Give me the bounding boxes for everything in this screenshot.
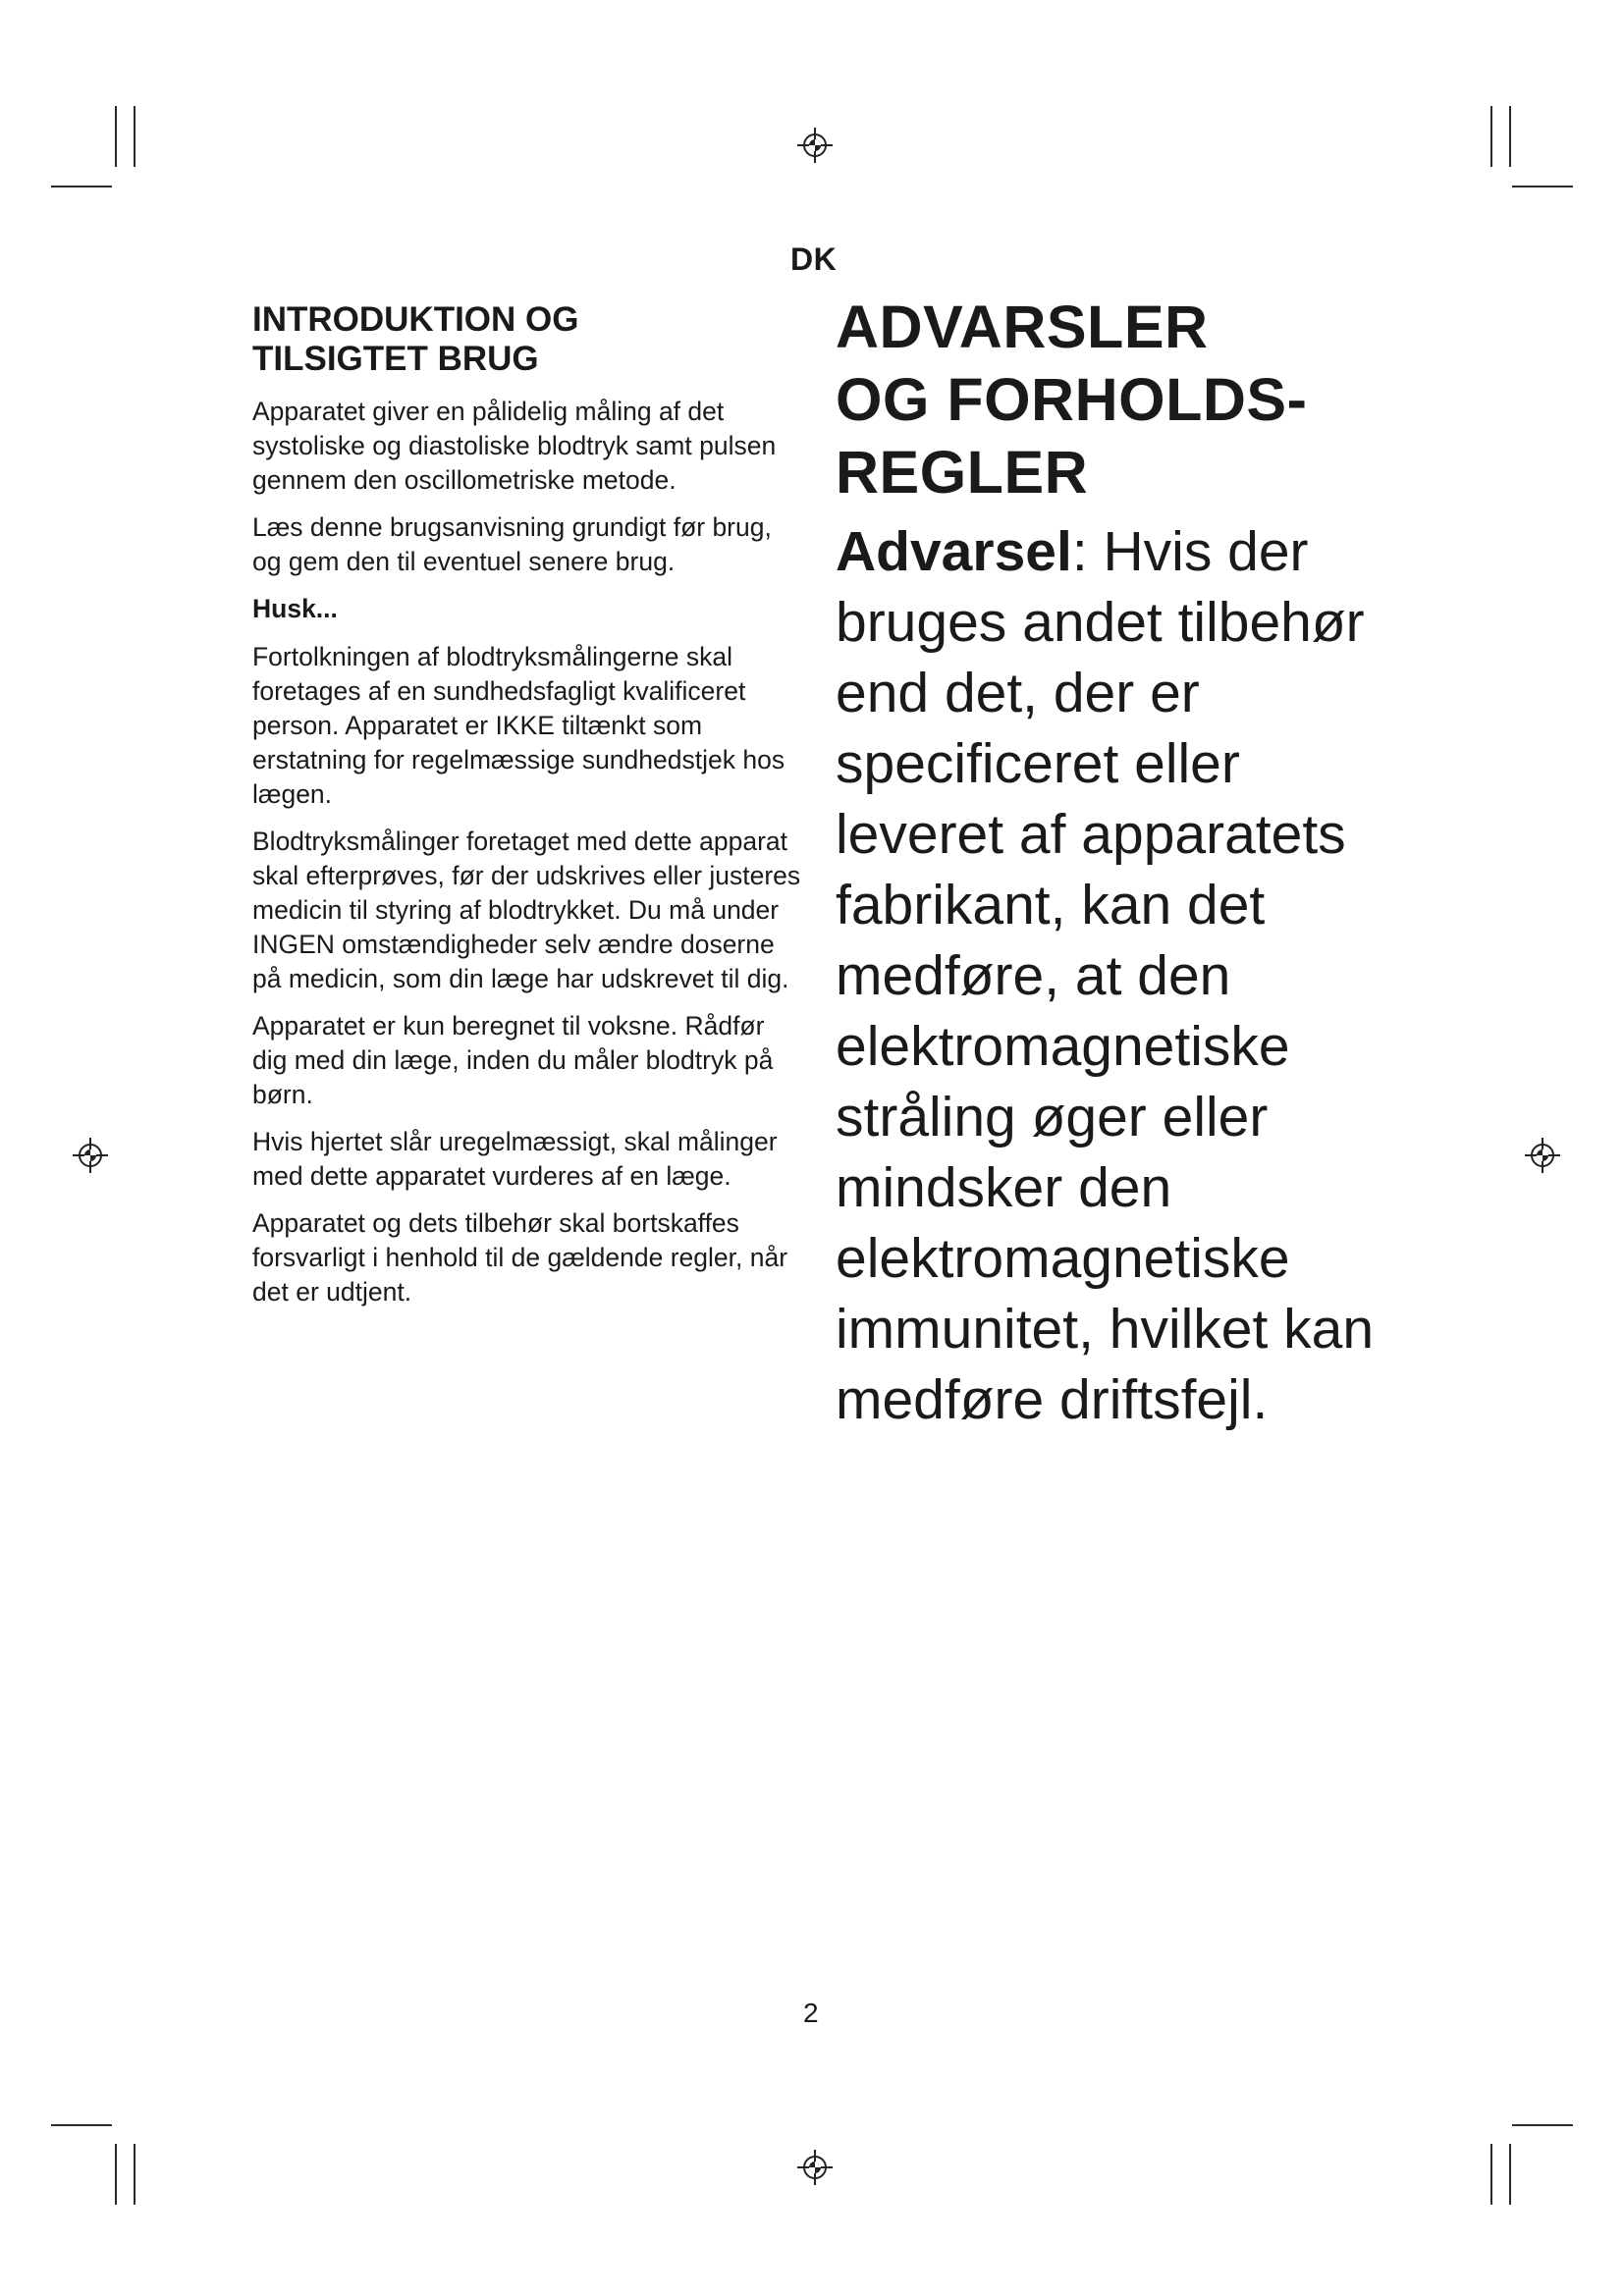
- crop-mark: [1509, 106, 1511, 167]
- registration-mark-icon: [795, 2148, 835, 2187]
- paragraph: Hvis hjertet slår uregelmæssigt, skal målinger med dette apparatet vurderes af en læge.: [252, 1127, 778, 1191]
- paragraph: Læs denne brugsanvisning grundigt før brug, og gem den til eventuel senere brug.: [252, 512, 772, 576]
- left-column: [252, 300, 802, 1322]
- paragraph: Apparatet er kun beregnet til voksne. Rådfør dig med din læge, inden du måler blodtryk på børn.: [252, 1011, 774, 1109]
- paragraph: Apparatet giver en pålidelig måling af det systoliske og diastoliske blodtryk samt pulsen gennem den oscillometriske metode.: [252, 397, 777, 495]
- right-column: [836, 291, 1385, 1435]
- crop-mark: [115, 106, 117, 167]
- crop-mark: [1512, 186, 1573, 187]
- section-heading-warnings: [836, 291, 1385, 508]
- paragraph: Blodtryksmålinger foretaget med dette apparat skal efterprøves, før der udskrives eller justeres medicin til styring af blodtrykket. Du må under INGEN omstændigheder selv ændre doserne på medicin, som din læge har udskrevet til dig.: [252, 827, 801, 993]
- subheading-husk: Husk...: [252, 594, 338, 623]
- crop-mark: [1490, 2144, 1492, 2205]
- warning-paragraph: [836, 516, 1385, 1435]
- language-label: DK: [790, 241, 838, 277]
- registration-mark-icon: [71, 1136, 110, 1175]
- crop-mark: [1512, 2124, 1573, 2126]
- crop-mark: [1509, 2144, 1511, 2205]
- crop-mark: [1490, 106, 1492, 167]
- registration-mark-icon: [1523, 1136, 1562, 1175]
- paragraph: Fortolkningen af blodtryksmålingerne skal foretages af en sundhedsfagligt kvalificeret person. Apparatet er IKKE tiltænkt som erstatning for regelmæssige sundhedstjek hos lægen.: [252, 642, 785, 809]
- warning-label: Advarsel: [836, 520, 1072, 583]
- heading-line: ADVARSLER: [836, 294, 1209, 360]
- crop-mark: [134, 2144, 135, 2205]
- crop-mark: [115, 2144, 117, 2205]
- heading-line: OG FORHOLDS-: [836, 366, 1308, 433]
- crop-mark: [51, 2124, 112, 2126]
- paragraph: Apparatet og dets tilbehør skal bortskaffes forsvarligt i henhold til de gældende regler, når det er udtjent.: [252, 1208, 788, 1307]
- crop-mark: [134, 106, 135, 167]
- registration-mark-icon: [795, 126, 835, 165]
- section-heading-introduction: [252, 300, 802, 379]
- warning-text: Hvis der bruges andet tilbehør end det, der er specificeret eller leveret af apparatets fabrikant, kan det medføre, at den elektromagnetiske stråling øger eller mindsker den elektromagnetiske immunitet, hvilket kan medføre driftsfejl.: [836, 520, 1375, 1431]
- heading-line: REGLER: [836, 439, 1089, 506]
- warning-colon: :: [1071, 520, 1088, 583]
- crop-mark: [51, 186, 112, 187]
- page-number: 2: [803, 1998, 819, 2028]
- heading-line: TILSIGTET BRUG: [252, 340, 539, 378]
- heading-line: INTRODUKTION OG: [252, 300, 579, 339]
